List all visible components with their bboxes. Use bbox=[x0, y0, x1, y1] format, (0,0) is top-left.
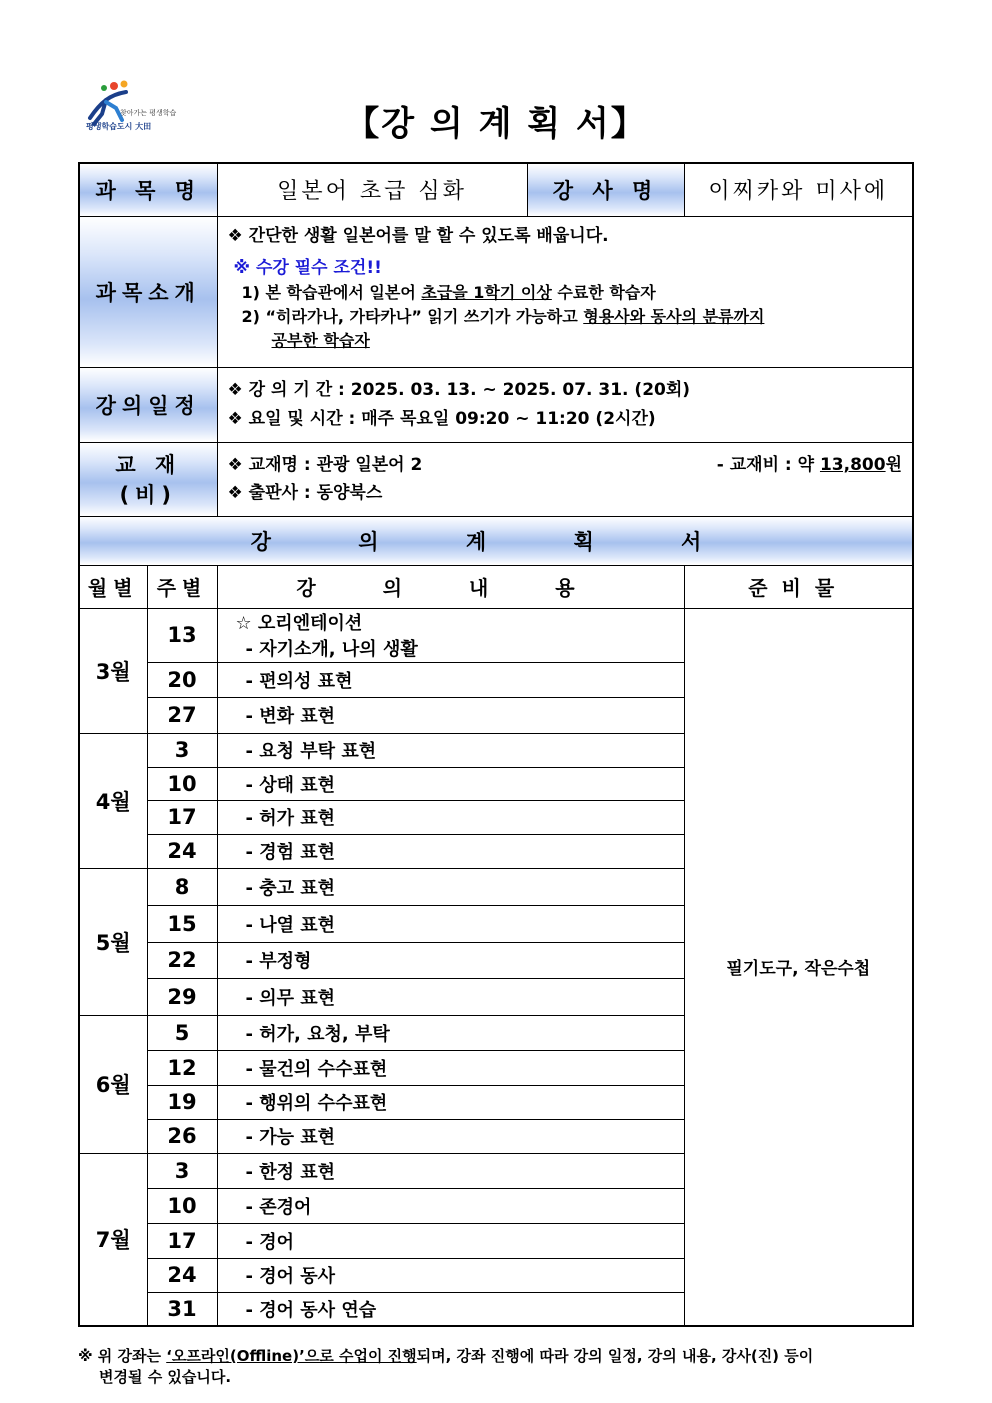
content-cell: - 나열 표현 bbox=[217, 905, 684, 942]
requirement-1: 1) 본 학습관에서 일본어 초급을 1학기 이상 수료한 학습자 bbox=[241, 282, 656, 302]
week-cell: 17 bbox=[147, 1223, 217, 1258]
week-cell: 3 bbox=[147, 1153, 217, 1188]
teacher-value: 이찌카와 미사에 bbox=[684, 163, 913, 216]
logo-maintext: 평생학습도시 大田 bbox=[86, 122, 152, 131]
content-cell: - 경어 동사 bbox=[217, 1258, 684, 1292]
schedule-label: 강의일정 bbox=[79, 367, 217, 442]
lecture-plan-table bbox=[78, 162, 914, 1327]
schedule-time: ❖ 요일 및 시간 : 매주 목요일 09:20 ~ 11:20 (2시간) bbox=[227, 408, 656, 429]
content-cell: - 행위의 수수표현 bbox=[217, 1085, 684, 1119]
content-cell bbox=[217, 608, 684, 662]
week-cell: 29 bbox=[147, 978, 217, 1015]
week-cell: 20 bbox=[147, 662, 217, 697]
content-cell: - 경험 표현 bbox=[217, 834, 684, 868]
schedule-content bbox=[217, 367, 913, 442]
page-title: 【강 의 계 획 서】 bbox=[345, 104, 647, 144]
week-cell: 27 bbox=[147, 697, 217, 733]
week-cell: 10 bbox=[147, 1188, 217, 1223]
teacher-label: 강 사 명 bbox=[527, 163, 684, 216]
month-cell: 6월 bbox=[79, 1015, 147, 1153]
intro-label: 과목소개 bbox=[79, 216, 217, 367]
book-price: - 교재비 : 약 13,800원 bbox=[716, 455, 903, 475]
month-cell: 7월 bbox=[79, 1153, 147, 1326]
week-cell: 26 bbox=[147, 1119, 217, 1153]
week-cell: 24 bbox=[147, 1258, 217, 1292]
week-cell: 22 bbox=[147, 942, 217, 978]
content-cell: - 요청 부탁 표현 bbox=[217, 733, 684, 767]
book-label: 교 재 (비) bbox=[79, 442, 217, 516]
content-cell: - 변화 표현 bbox=[217, 697, 684, 733]
content-cell: - 경어 bbox=[217, 1223, 684, 1258]
content-cell: - 한정 표현 bbox=[217, 1153, 684, 1188]
week-cell: 15 bbox=[147, 905, 217, 942]
plan-header: 강 의 계 획 서 bbox=[79, 516, 913, 565]
content-cell: - 편의성 표현 bbox=[217, 662, 684, 697]
month-cell: 5월 bbox=[79, 868, 147, 1015]
footnote-line2: 변경될 수 있습니다. bbox=[99, 1368, 232, 1386]
week-cell: 3 bbox=[147, 733, 217, 767]
content-cell: - 의무 표현 bbox=[217, 978, 684, 1015]
content-cell: - 상태 표현 bbox=[217, 767, 684, 800]
intro-content bbox=[217, 216, 913, 367]
footnote-line1: ※ 위 강좌는 ‘오프라인(Offline)’으로 수업이 진행되며, 강좌 진행에 따라 강의 일정, 강의 내용, 강사(진) 등이 bbox=[78, 1347, 814, 1365]
col-month-header: 월별 bbox=[79, 565, 147, 608]
week-cell: 12 bbox=[147, 1050, 217, 1085]
logo-subtext: 찾아가는 평생학습 bbox=[120, 109, 177, 117]
col-prep-header: 준비물 bbox=[684, 565, 913, 608]
week-cell: 24 bbox=[147, 834, 217, 868]
content-cell: - 충고 표현 bbox=[217, 868, 684, 905]
content-cell: - 가능 표현 bbox=[217, 1119, 684, 1153]
book-content bbox=[217, 442, 913, 516]
content-cell: - 부정형 bbox=[217, 942, 684, 978]
book-publisher: ❖ 출판사 : 동양북스 bbox=[227, 483, 383, 503]
content-line: - 자기소개, 나의 생활 bbox=[245, 639, 418, 660]
content-line: ☆ 오리엔테이션 bbox=[235, 613, 363, 634]
footnote bbox=[78, 1346, 918, 1388]
col-content-header: 강 의 내 용 bbox=[217, 565, 684, 608]
month-cell: 4월 bbox=[79, 733, 147, 868]
content-cell: - 허가 표현 bbox=[217, 800, 684, 834]
intro-line: ❖ 간단한 생활 일본어를 말 할 수 있도록 배웁니다. bbox=[227, 225, 609, 246]
requirement-2-cont: 공부한 학습자 bbox=[271, 330, 370, 350]
col-week-header: 주별 bbox=[147, 565, 217, 608]
subject-value: 일본어 초급 심화 bbox=[217, 163, 527, 216]
week-cell: 13 bbox=[147, 608, 217, 662]
requirement-title: ※ 수강 필수 조건!! bbox=[233, 257, 382, 278]
week-cell: 10 bbox=[147, 767, 217, 800]
content-cell: - 허가, 요청, 부탁 bbox=[217, 1015, 684, 1050]
content-cell: - 물건의 수수표현 bbox=[217, 1050, 684, 1085]
requirement-2: 2) “히라가나, 가타카나” 읽기 쓰기가 가능하고 형용사와 동사의 분류까지 bbox=[241, 306, 765, 326]
week-cell: 8 bbox=[147, 868, 217, 905]
book-name: ❖ 교재명 : 관광 일본어 2 bbox=[227, 455, 423, 475]
week-cell: 5 bbox=[147, 1015, 217, 1050]
content-cell: - 경어 동사 연습 bbox=[217, 1292, 684, 1326]
week-cell: 19 bbox=[147, 1085, 217, 1119]
month-cell: 3월 bbox=[79, 608, 147, 733]
week-cell: 31 bbox=[147, 1292, 217, 1326]
prep-cell: 필기도구, 작은수첩 bbox=[684, 608, 913, 1326]
subject-label: 과 목 명 bbox=[79, 163, 217, 216]
schedule-period: ❖ 강 의 기 간 : 2025. 03. 13. ~ 2025. 07. 31. (20회) bbox=[227, 379, 691, 400]
week-cell: 17 bbox=[147, 800, 217, 834]
content-cell: - 존경어 bbox=[217, 1188, 684, 1223]
